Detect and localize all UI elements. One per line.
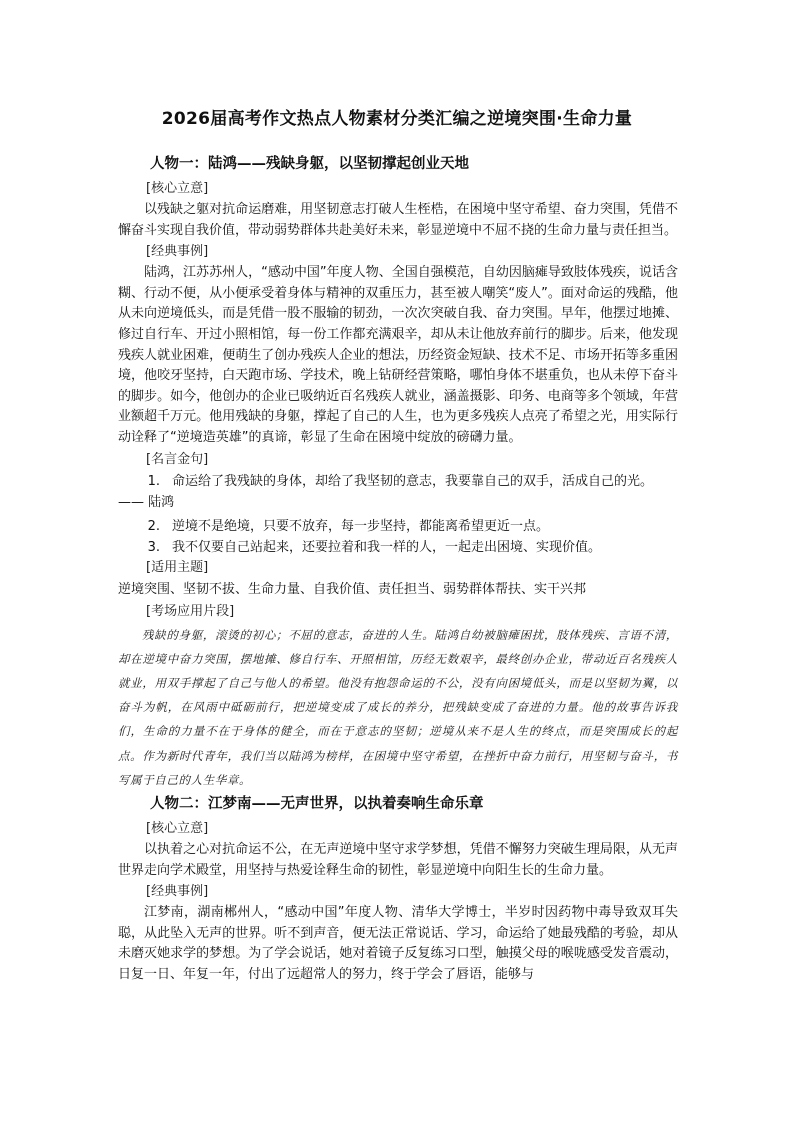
person1-essay-text: 残缺的身躯，滚烫的初心；不屈的意志，奋进的人生。陆鸿自幼被脑瘫困扰，肢体残疾、言语不清，却在逆境中奋力突围，摆地摊、修自行车、开照相馆，历经无数艰辛，最终创办企业，带动近百名残疾人就业，用双手撑起了自己与他人的希望。他没有抱怨命运的不公，没有向困境低头，而是以坚韧为翼，以奋斗为帆，在风雨中砥砺前行，把逆境变成了成长的养分，把残缺变成了奋进的力量。他的故事告诉我们，生命的力量不在于身体的健全，而在于意志的坚韧；逆境从来不是人生的终点，而是突围成长的起点。作为新时代青年，我们当以陆鸿为榜样，在困境中坚守希望，在挫折中奋力前行，用坚韧与奋斗，书写属于自己的人生华章。 <box>118 627 678 787</box>
quote-number: 3. <box>147 539 160 555</box>
person1-essay-tag: [考场应用片段] <box>146 603 235 619</box>
quote-number: 1. <box>147 473 160 489</box>
quote-text: 命运给了我残缺的身体，却给了我坚韧的意志，我要靠自己的双手，活成自己的光。 <box>172 473 654 489</box>
quote-item <box>118 516 678 537</box>
person2-core-tag: [核心立意] <box>146 820 209 836</box>
document-title: 2026届高考作文热点人物素材分类汇编之逆境突围·生命力量 <box>161 109 633 129</box>
person1-quotes-list <box>118 471 678 558</box>
person1-quotes-tag: [名言金句] <box>146 451 209 467</box>
person2-case-text: 江梦南，湖南郴州人，“感动中国”年度人物、清华大学博士，半岁时因药物中毒导致双耳失聪，从此坠入无声的世界。听不到声音，便无法正常说话、学习，命运给了她最残酷的考验，却从未磨灭她求学的梦想。为了学会说话，她对着镜子反复练习口型，触摸父母的喉咙感受发音震动，日复一日、年复一年，付出了远超常人的努力，终于学会了唇语，能够与 <box>118 905 678 982</box>
quote-item <box>118 471 678 492</box>
person2-core-text: 以执着之心对抗命运不公，在无声逆境中坚守求学梦想，凭借不懈努力突破生理局限，从无声世界走向学术殿堂，用坚持与热爱诠释生命的韧性，彰显逆境中向阳生长的生命力量。 <box>118 841 678 878</box>
person1-topic-text: 逆境突围、坚韧不拔、生命力量、自我价值、责任担当、弱势群体帮扶、实干兴邦 <box>118 581 587 597</box>
person1-case-text: 陆鸿，江苏苏州人，“感动中国”年度人物、全国自强模范，自幼因脑瘫导致肢体残疾，说话含糊、行动不便，从小便承受着身体与精神的双重压力，甚至被人嘲笑“废人”。面对命运的残酷，他从未向逆境低头，而是凭借一股不服输的韧劲，一次次突破自我、奋力突围。早年，他摆过地摊、修过自行车、开过小照相馆，每一份工作都充满艰辛，却从未让他放弃前行的脚步。后来，他发现残疾人就业困难，便萌生了创办残疾人企业的想法，历经资金短缺、技术不足、市场开拓等多重困境，他咬牙坚持，白天跑市场、学技术，晚上钻研经营策略，哪怕身体不堪重负，也从未停下奋斗的脚步。如今，他创办的企业已吸纳近百名残疾人就业，涵盖摄影、印务、电商等多个领域，年营业额超千万元。他用残缺的身躯，撑起了自己的人生，也为更多残疾人点亮了希望之光，用实际行动诠释了“逆境造英雄”的真谛，彰显了生命在困境中绽放的磅礴力量。 <box>118 265 678 445</box>
person2-heading: 人物二：江梦南——无声世界，以执着奏响生命乐章 <box>150 795 484 812</box>
person1-core-tag: [核心立意] <box>146 181 209 196</box>
person2-case-tag: [经典事例] <box>146 884 209 900</box>
quote-text: 逆境不是绝境，只要不放弃，每一步坚持，都能离希望更近一点。 <box>172 518 550 534</box>
quote-text: 我不仅要自己站起来，还要拉着和我一样的人，一起走出困境、实现价值。 <box>172 539 602 555</box>
document-body <box>118 155 678 987</box>
person1-case-tag: [经典事例] <box>146 244 209 260</box>
person1-heading: 人物一：陆鸿——残缺身躯，以坚韧撑起创业天地 <box>150 156 469 172</box>
quote-item <box>118 537 678 558</box>
quote-number: 2. <box>147 518 160 534</box>
quote-author: —— 陆鸿 <box>118 494 175 510</box>
person1-core-text: 以残缺之躯对抗命运磨难，用坚韧意志打破人生桎梏，在困境中坚守希望、奋力突围，凭借不懈奋斗实现自我价值，带动弱势群体共赴美好未来，彰显逆境中不屈不挠的生命力量与责任担当。 <box>118 202 678 238</box>
person1-topic-tag: [适用主题] <box>146 559 209 575</box>
